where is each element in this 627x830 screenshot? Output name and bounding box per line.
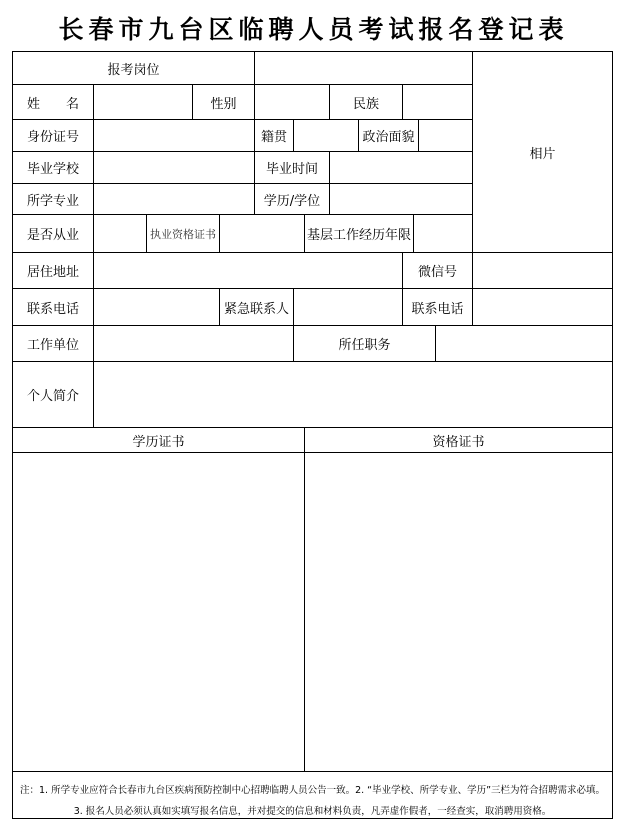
label-graduate-school: 毕业学校 [12, 151, 94, 184]
label-emergency-phone: 联系电话 [402, 288, 473, 326]
label-job-title: 所任职务 [293, 325, 436, 362]
emergency-phone-field[interactable] [472, 288, 613, 326]
native-place-field[interactable] [293, 119, 359, 152]
employed-field[interactable] [93, 214, 147, 253]
practice-certificate-field[interactable] [219, 214, 305, 253]
education-certificate-area[interactable] [12, 452, 305, 772]
label-phone: 联系电话 [12, 288, 94, 326]
label-native-place: 籍贯 [254, 119, 294, 152]
label-ethnicity: 民族 [329, 84, 403, 120]
label-position: 报考岗位 [12, 51, 255, 85]
id-number-field[interactable] [93, 119, 255, 152]
graduation-time-field[interactable] [329, 151, 473, 184]
label-emergency-contact: 紧急联系人 [219, 288, 294, 326]
ethnicity-field[interactable] [402, 84, 473, 120]
label-wechat: 微信号 [402, 252, 473, 289]
note-line-2: 3. 报名人员必须认真如实填写报名信息，并对提交的信息和材料负责，凡弄虚作假者，一经查实，取消聘用资格。 [73, 806, 552, 817]
grassroots-years-field[interactable] [413, 214, 473, 253]
label-education-certificate: 学历证书 [12, 427, 305, 453]
gender-field[interactable] [254, 84, 330, 120]
label-political-status: 政治面貌 [358, 119, 419, 152]
label-grassroots-years: 基层工作经历年限 [304, 214, 414, 253]
major-field[interactable] [93, 183, 255, 215]
note-line-1: 注：1. 所学专业应符合长春市九台区疾病预防控制中心招聘临聘人员公告一致。2. “毕业学校、所学专业、学历”三栏为符合招聘需求必填。 [19, 785, 605, 796]
label-name: 姓 名 [12, 84, 94, 120]
label-id-number: 身份证号 [12, 119, 94, 152]
label-education-degree: 学历/学位 [254, 183, 330, 215]
qualification-certificate-area[interactable] [304, 452, 613, 772]
political-status-field[interactable] [418, 119, 473, 152]
job-title-field[interactable] [435, 325, 613, 362]
form-title: 长春市九台区临聘人员考试报名登记表 [58, 15, 569, 44]
label-address: 居住地址 [12, 252, 94, 289]
wechat-field[interactable] [472, 252, 613, 289]
address-field[interactable] [93, 252, 403, 289]
label-resume: 个人简介 [12, 361, 94, 428]
education-degree-field[interactable] [329, 183, 473, 215]
label-major: 所学专业 [12, 183, 94, 215]
label-graduation-time: 毕业时间 [254, 151, 330, 184]
label-workplace: 工作单位 [12, 325, 94, 362]
position-field[interactable] [254, 51, 473, 85]
name-field[interactable] [93, 84, 193, 120]
label-employed: 是否从业 [12, 214, 94, 253]
phone-field[interactable] [93, 288, 220, 326]
emergency-contact-field[interactable] [293, 288, 403, 326]
photo-box[interactable] [472, 51, 613, 253]
workplace-field[interactable] [93, 325, 294, 362]
notes-box [12, 771, 613, 819]
label-practice-certificate: 执业资格证书 [146, 214, 220, 253]
label-qualification-certificate: 资格证书 [304, 427, 613, 453]
label-gender: 性别 [192, 84, 255, 120]
resume-field[interactable] [93, 361, 613, 428]
graduate-school-field[interactable] [93, 151, 255, 184]
label-photo: 相片 [529, 146, 556, 162]
